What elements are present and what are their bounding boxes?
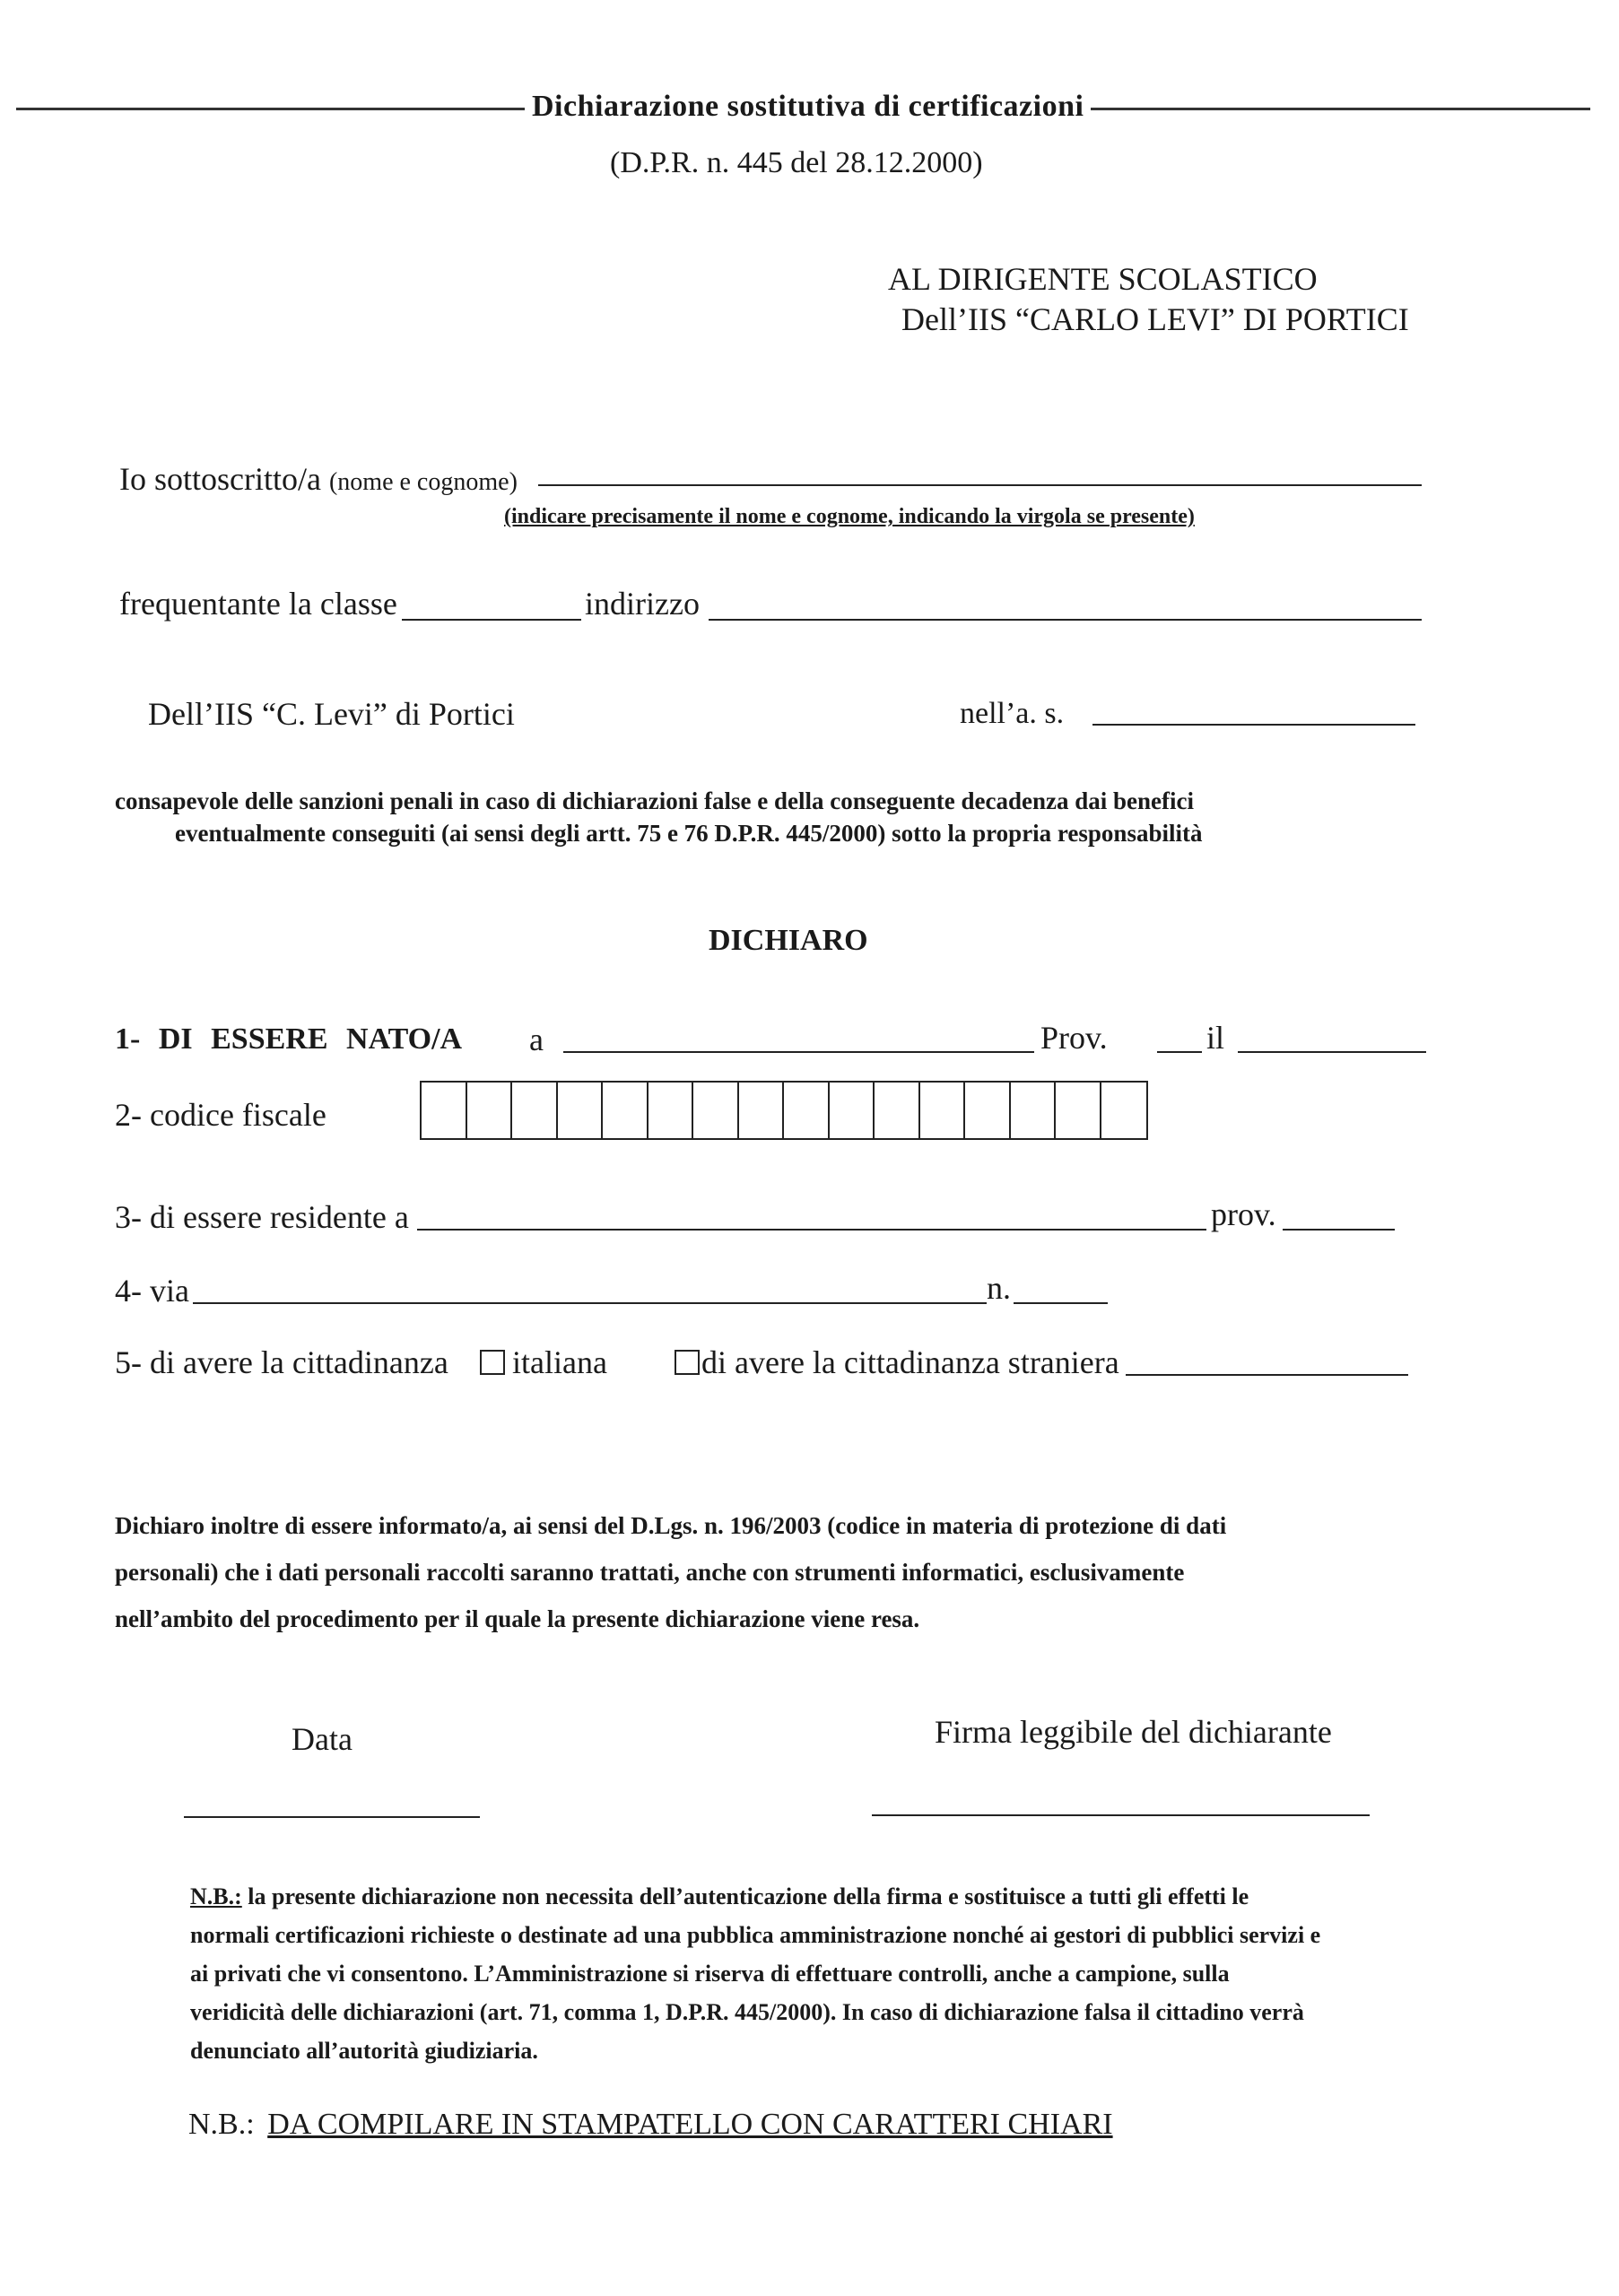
- consapevole-line2: eventualmente conseguiti (ai sensi degli artt. 75 e 76 D.P.R. 445/2000) sotto la propria responsabilità: [175, 820, 1203, 847]
- recipient-line1: AL DIRIGENTE SCOLASTICO: [888, 261, 1318, 297]
- classe-label: frequentante la classe: [119, 586, 397, 622]
- cf-box[interactable]: [784, 1083, 830, 1138]
- name-instruction: (indicare precisamente il nome e cognome, indicando la virgola se presente): [504, 505, 1195, 528]
- classe-field[interactable]: [402, 619, 581, 621]
- nb-note-prefix: N.B.:: [190, 1883, 242, 1909]
- firma-label: Firma leggibile del dichiarante: [935, 1714, 1332, 1750]
- indirizzo-field[interactable]: [709, 619, 1422, 621]
- codice-fiscale-boxes[interactable]: [420, 1081, 1148, 1140]
- cf-box[interactable]: [830, 1083, 875, 1138]
- nb-note-line5: denunciato all’autorità giudiziaria.: [190, 2038, 538, 2064]
- footer-prefix: N.B.:: [188, 2108, 255, 2141]
- cf-box[interactable]: [693, 1083, 739, 1138]
- cf-box[interactable]: [739, 1083, 785, 1138]
- residence-field[interactable]: [417, 1229, 1206, 1231]
- option-italiana-label: italiana: [512, 1344, 607, 1380]
- birthdate-field[interactable]: [1238, 1051, 1426, 1053]
- anno-field[interactable]: [1092, 724, 1415, 726]
- recipient-line2: Dell’IIS “CARLO LEVI” DI PORTICI: [901, 301, 1409, 337]
- citizenship-field[interactable]: [1126, 1374, 1408, 1376]
- data-label: Data: [292, 1721, 353, 1757]
- item2-label: 2- codice fiscale: [115, 1097, 326, 1133]
- signature-field[interactable]: [872, 1814, 1370, 1816]
- cf-box[interactable]: [920, 1083, 966, 1138]
- cf-box[interactable]: [1056, 1083, 1101, 1138]
- date-field[interactable]: [184, 1816, 480, 1818]
- privacy-line2: personali) che i dati personali raccolti saranno trattati, anche con strumenti informatici, esclusivamente: [115, 1559, 1185, 1586]
- sottoscritto-hint: (nome e cognome): [328, 468, 518, 496]
- cf-box[interactable]: [1011, 1083, 1057, 1138]
- dichiaro-heading: DICHIARO: [709, 924, 868, 957]
- indirizzo-label: indirizzo: [585, 586, 700, 622]
- cf-box[interactable]: [467, 1083, 513, 1138]
- cf-box[interactable]: [558, 1083, 604, 1138]
- sottoscritto-field[interactable]: [538, 484, 1422, 486]
- nb-note-line4: veridicità delle dichiarazioni (art. 71, comma 1, D.P.R. 445/2000). In caso di dichiarazione falsa il cittadino verrà: [190, 1999, 1304, 2025]
- option-italiana[interactable]: [480, 1344, 607, 1381]
- item1-label: 1- DI ESSERE NATO/A: [115, 1022, 463, 1056]
- item1-a-label: a: [529, 1022, 544, 1057]
- cf-box[interactable]: [965, 1083, 1011, 1138]
- cf-box[interactable]: [648, 1083, 694, 1138]
- privacy-line1: Dichiaro inoltre di essere informato/a, ai sensi del D.Lgs. n. 196/2003 (codice in materia di protezione di dati: [115, 1512, 1227, 1539]
- anno-label: nell’a. s.: [960, 697, 1065, 730]
- residence-prov-field[interactable]: [1283, 1229, 1395, 1231]
- sottoscritto-label: Io sottoscritto/a (nome e cognome): [119, 461, 518, 497]
- nb-note-line3: ai privati che vi consentono. L’Amministrazione si riserva di effettuare controlli, anche a campione, sulla: [190, 1961, 1230, 1987]
- nb-note-line1: N.B.: la presente dichiarazione non necessita dell’autenticazione della firma e sostituisce a tutti gli effetti le: [190, 1883, 1249, 1909]
- checkbox-straniera[interactable]: [675, 1350, 700, 1375]
- item1-il-label: il: [1206, 1020, 1225, 1056]
- civic-number-field[interactable]: [1014, 1302, 1108, 1304]
- school-label: Dell’IIS “C. Levi” di Portici: [148, 696, 515, 732]
- item4-label: 4- via: [115, 1273, 189, 1309]
- cf-box[interactable]: [875, 1083, 920, 1138]
- option-straniera-label: di avere la cittadinanza straniera: [701, 1344, 1119, 1380]
- birth-prov-field[interactable]: [1157, 1051, 1202, 1053]
- footer-text: DA COMPILARE IN STAMPATELLO CON CARATTERI CHIARI: [267, 2108, 1113, 2141]
- birthplace-field[interactable]: [563, 1051, 1034, 1053]
- item4-n-label: n.: [987, 1270, 1011, 1306]
- item3-prov-label: prov.: [1211, 1196, 1276, 1232]
- document-subtitle: (D.P.R. n. 445 del 28.12.2000): [610, 146, 983, 179]
- nb-note-line2: normali certificazioni richieste o destinate ad una pubblica amministrazione nonché ai gestori di pubblici servizi e: [190, 1922, 1321, 1948]
- cf-box[interactable]: [512, 1083, 558, 1138]
- privacy-line3: nell’ambito del procedimento per il quale la presente dichiarazione viene resa.: [115, 1605, 920, 1632]
- checkbox-italiana[interactable]: [480, 1350, 505, 1375]
- cf-box[interactable]: [603, 1083, 648, 1138]
- option-straniera[interactable]: [675, 1344, 1119, 1381]
- footer-note: [188, 2108, 1113, 2142]
- item5-label: 5- di avere la cittadinanza: [115, 1344, 448, 1380]
- document-title: Dichiarazione sostitutiva di certificazioni: [525, 90, 1091, 124]
- cf-box[interactable]: [422, 1083, 467, 1138]
- consapevole-line1: consapevole delle sanzioni penali in caso di dichiarazioni false e della conseguente decadenza dai benefici: [115, 787, 1194, 814]
- via-field[interactable]: [193, 1302, 987, 1304]
- item3-label: 3- di essere residente a: [115, 1199, 409, 1235]
- item1-prov-label: Prov.: [1040, 1020, 1108, 1056]
- cf-box[interactable]: [1101, 1083, 1147, 1138]
